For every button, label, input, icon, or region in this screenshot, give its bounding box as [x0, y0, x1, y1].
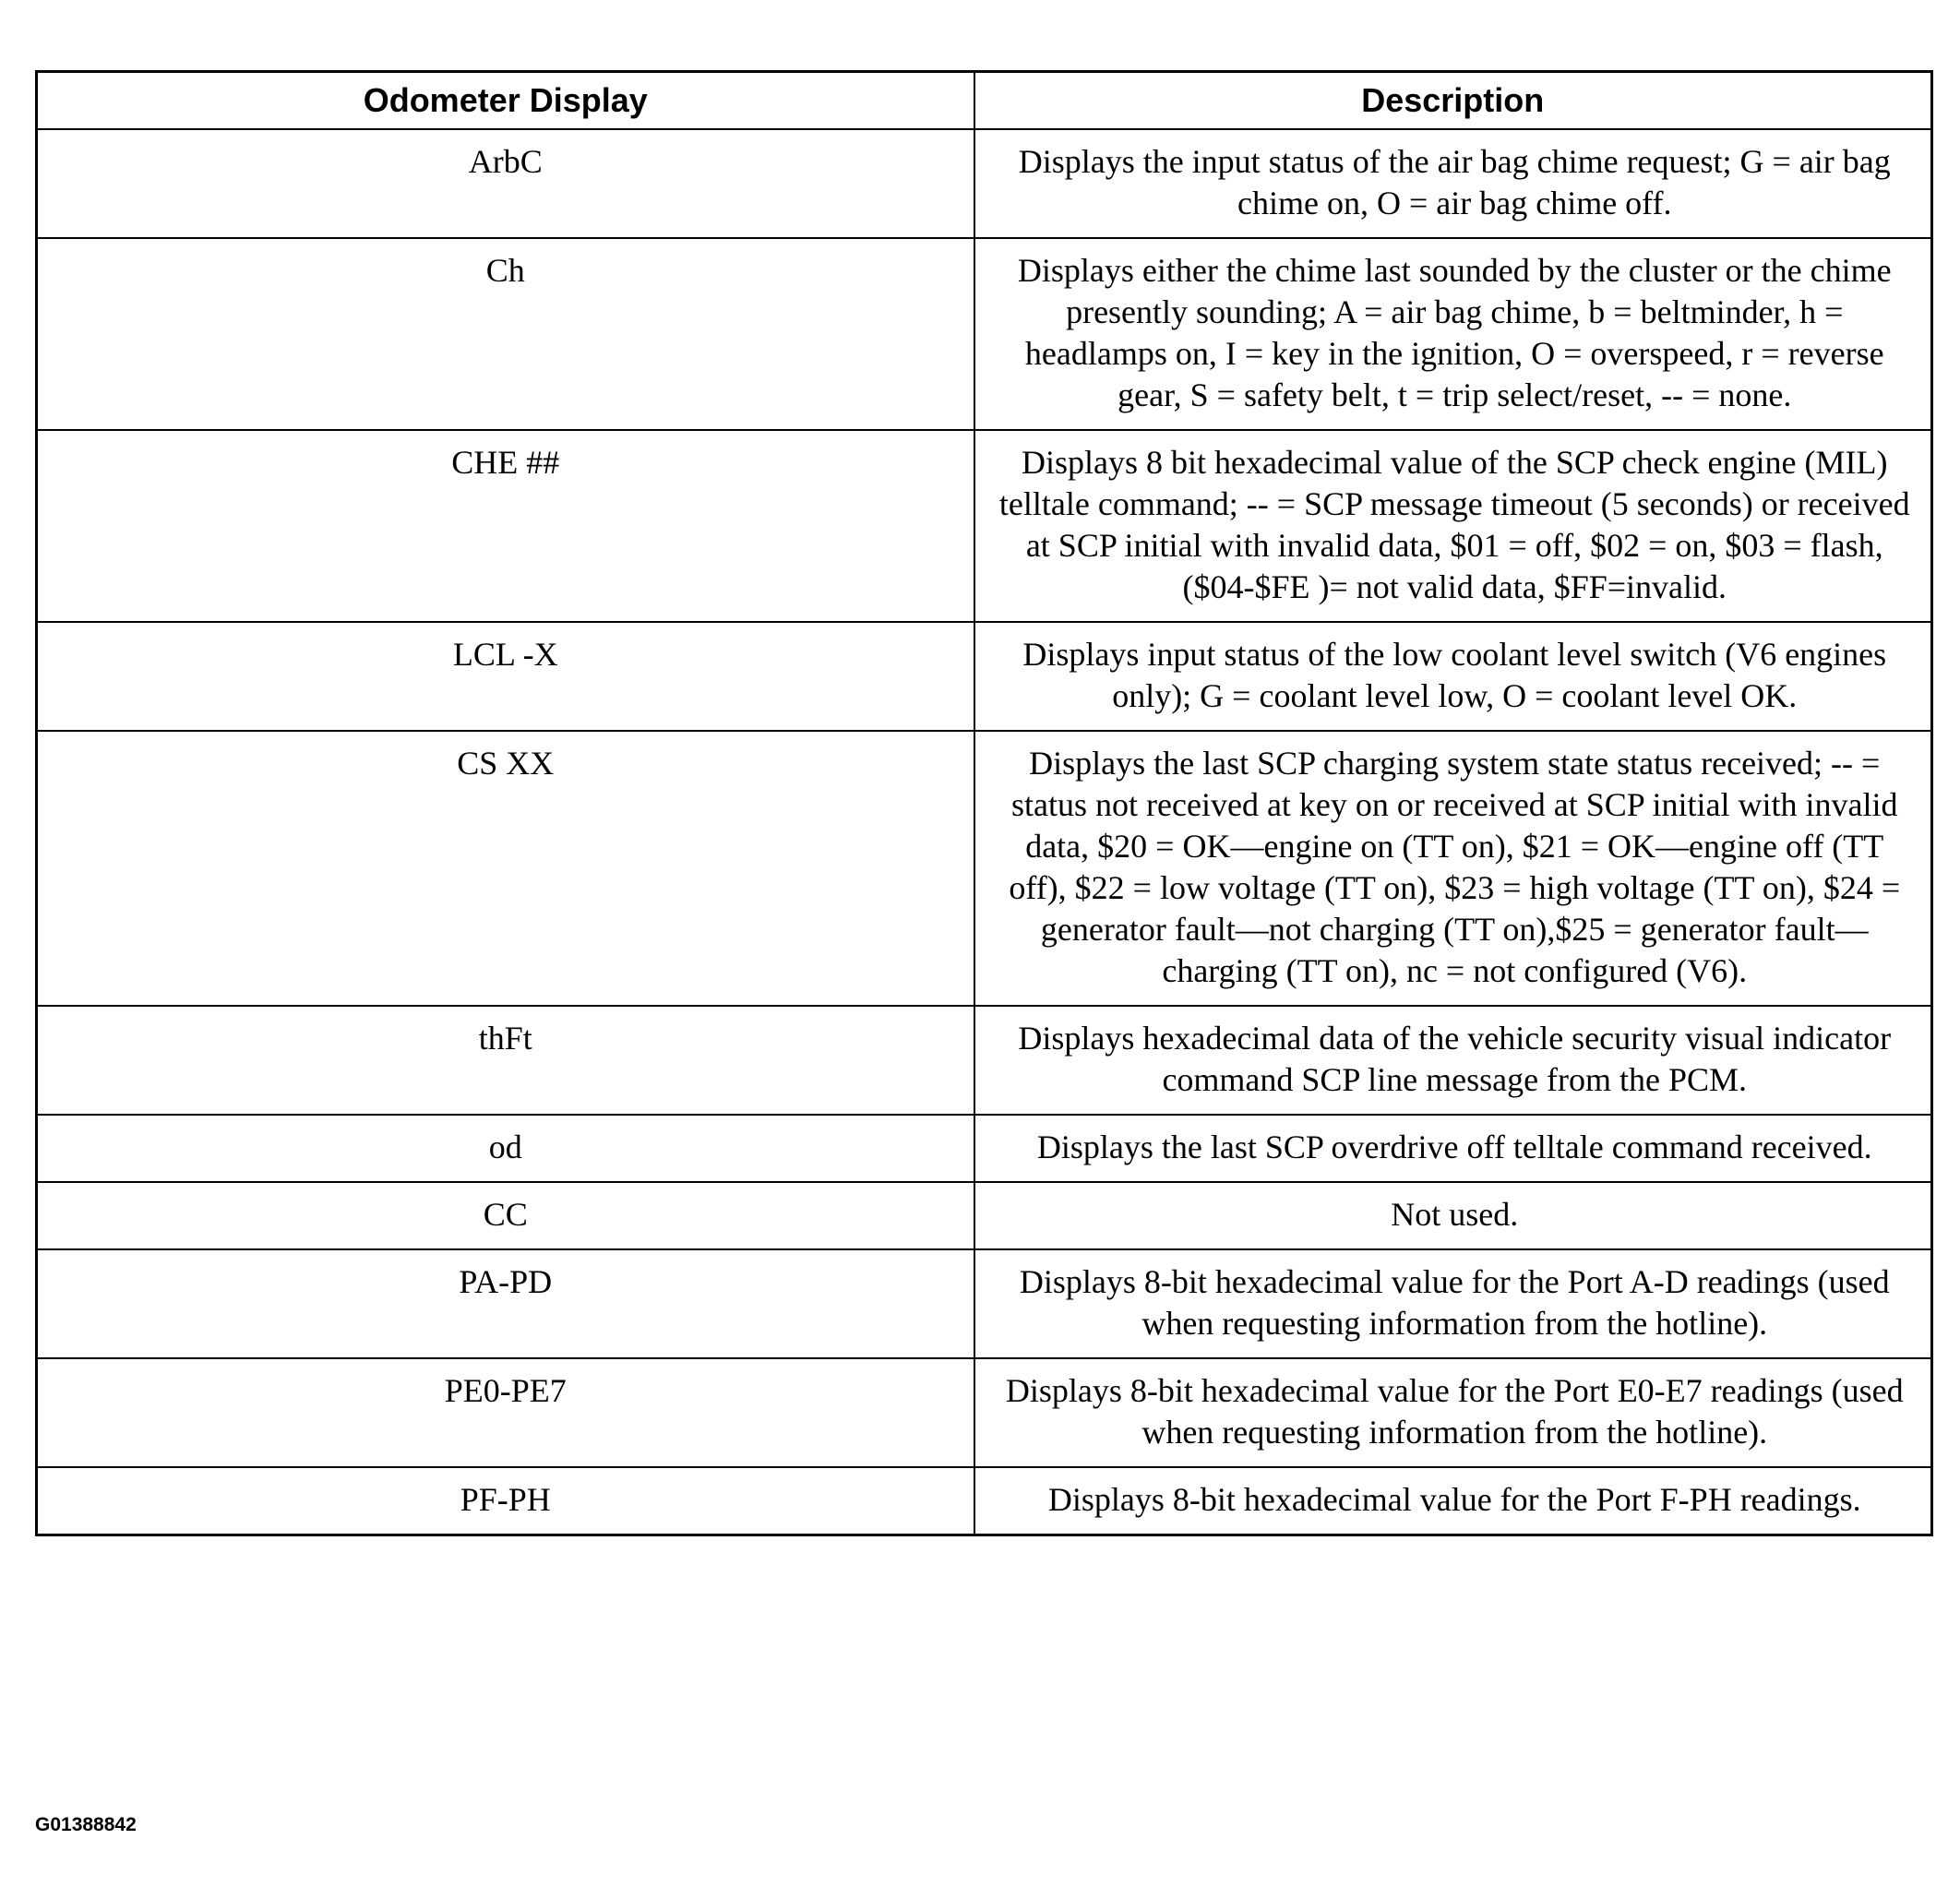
table-row — [37, 1467, 1932, 1535]
odometer-display-cell: Ch — [37, 238, 974, 430]
odometer-display-cell: PF-PH — [37, 1467, 974, 1535]
description-cell: Displays either the chime last sounded by the cluster or the chime presently sounding; A = air bag chime, b = beltminder, h = headlamps on, I = key in the ignition, O = overspeed, r = reverse gear, S = safety belt, t = trip select/reset, -- = none. — [974, 238, 1932, 430]
header-odometer-display: Odometer Display — [37, 72, 974, 129]
odometer-display-cell: CHE ## — [37, 430, 974, 622]
odometer-display-cell: CC — [37, 1182, 974, 1249]
table-row — [37, 731, 1932, 1006]
odometer-display-cell: od — [37, 1115, 974, 1182]
odometer-display-table — [35, 70, 1933, 1536]
table-row — [37, 1006, 1932, 1115]
description-cell: Displays 8-bit hexadecimal value for the Port E0-E7 readings (used when requesting information from the hotline). — [974, 1358, 1932, 1467]
odometer-display-cell: thFt — [37, 1006, 974, 1115]
table-row — [37, 238, 1932, 430]
description-cell: Displays 8-bit hexadecimal value for the Port A-D readings (used when requesting information from the hotline). — [974, 1249, 1932, 1358]
description-cell: Displays the input status of the air bag chime request; G = air bag chime on, O = air bag chime off. — [974, 129, 1932, 238]
table-row — [37, 129, 1932, 238]
odometer-display-cell: ArbC — [37, 129, 974, 238]
description-cell: Displays 8 bit hexadecimal value of the SCP check engine (MIL) telltale command; -- = SCP message timeout (5 seconds) or received at SCP initial with invalid data, $01 = off, $02 = on, $03 = flash, ($04-$FE )= not valid data, $FF=invalid. — [974, 430, 1932, 622]
odometer-display-cell: LCL -X — [37, 622, 974, 731]
table-row — [37, 1182, 1932, 1249]
header-description: Description — [974, 72, 1932, 129]
header-row — [37, 72, 1932, 129]
description-cell: Displays 8-bit hexadecimal value for the Port F-PH readings. — [974, 1467, 1932, 1535]
table-row — [37, 430, 1932, 622]
description-cell: Displays the last SCP overdrive off telltale command received. — [974, 1115, 1932, 1182]
table-row — [37, 1249, 1932, 1358]
table-row — [37, 1358, 1932, 1467]
description-cell: Not used. — [974, 1182, 1932, 1249]
odometer-display-cell: CS XX — [37, 731, 974, 1006]
description-cell: Displays the last SCP charging system state status received; -- = status not received at key on or received at SCP initial with invalid data, $20 = OK—engine on (TT on), $21 = OK—engine off (TT off), $22 = low voltage (TT on), $23 = high voltage (TT on), $24 = generator fault—not charging (TT on),$25 = generator fault—charging (TT on), nc = not configured (V6). — [974, 731, 1932, 1006]
description-cell: Displays hexadecimal data of the vehicle security visual indicator command SCP line message from the PCM. — [974, 1006, 1932, 1115]
description-cell: Displays input status of the low coolant level switch (V6 engines only); G = coolant level low, O = coolant level OK. — [974, 622, 1932, 731]
odometer-display-cell: PA-PD — [37, 1249, 974, 1358]
figure-id: G01388842 — [35, 1814, 137, 1835]
table-row — [37, 1115, 1932, 1182]
table-row — [37, 622, 1932, 731]
odometer-display-cell: PE0-PE7 — [37, 1358, 974, 1467]
